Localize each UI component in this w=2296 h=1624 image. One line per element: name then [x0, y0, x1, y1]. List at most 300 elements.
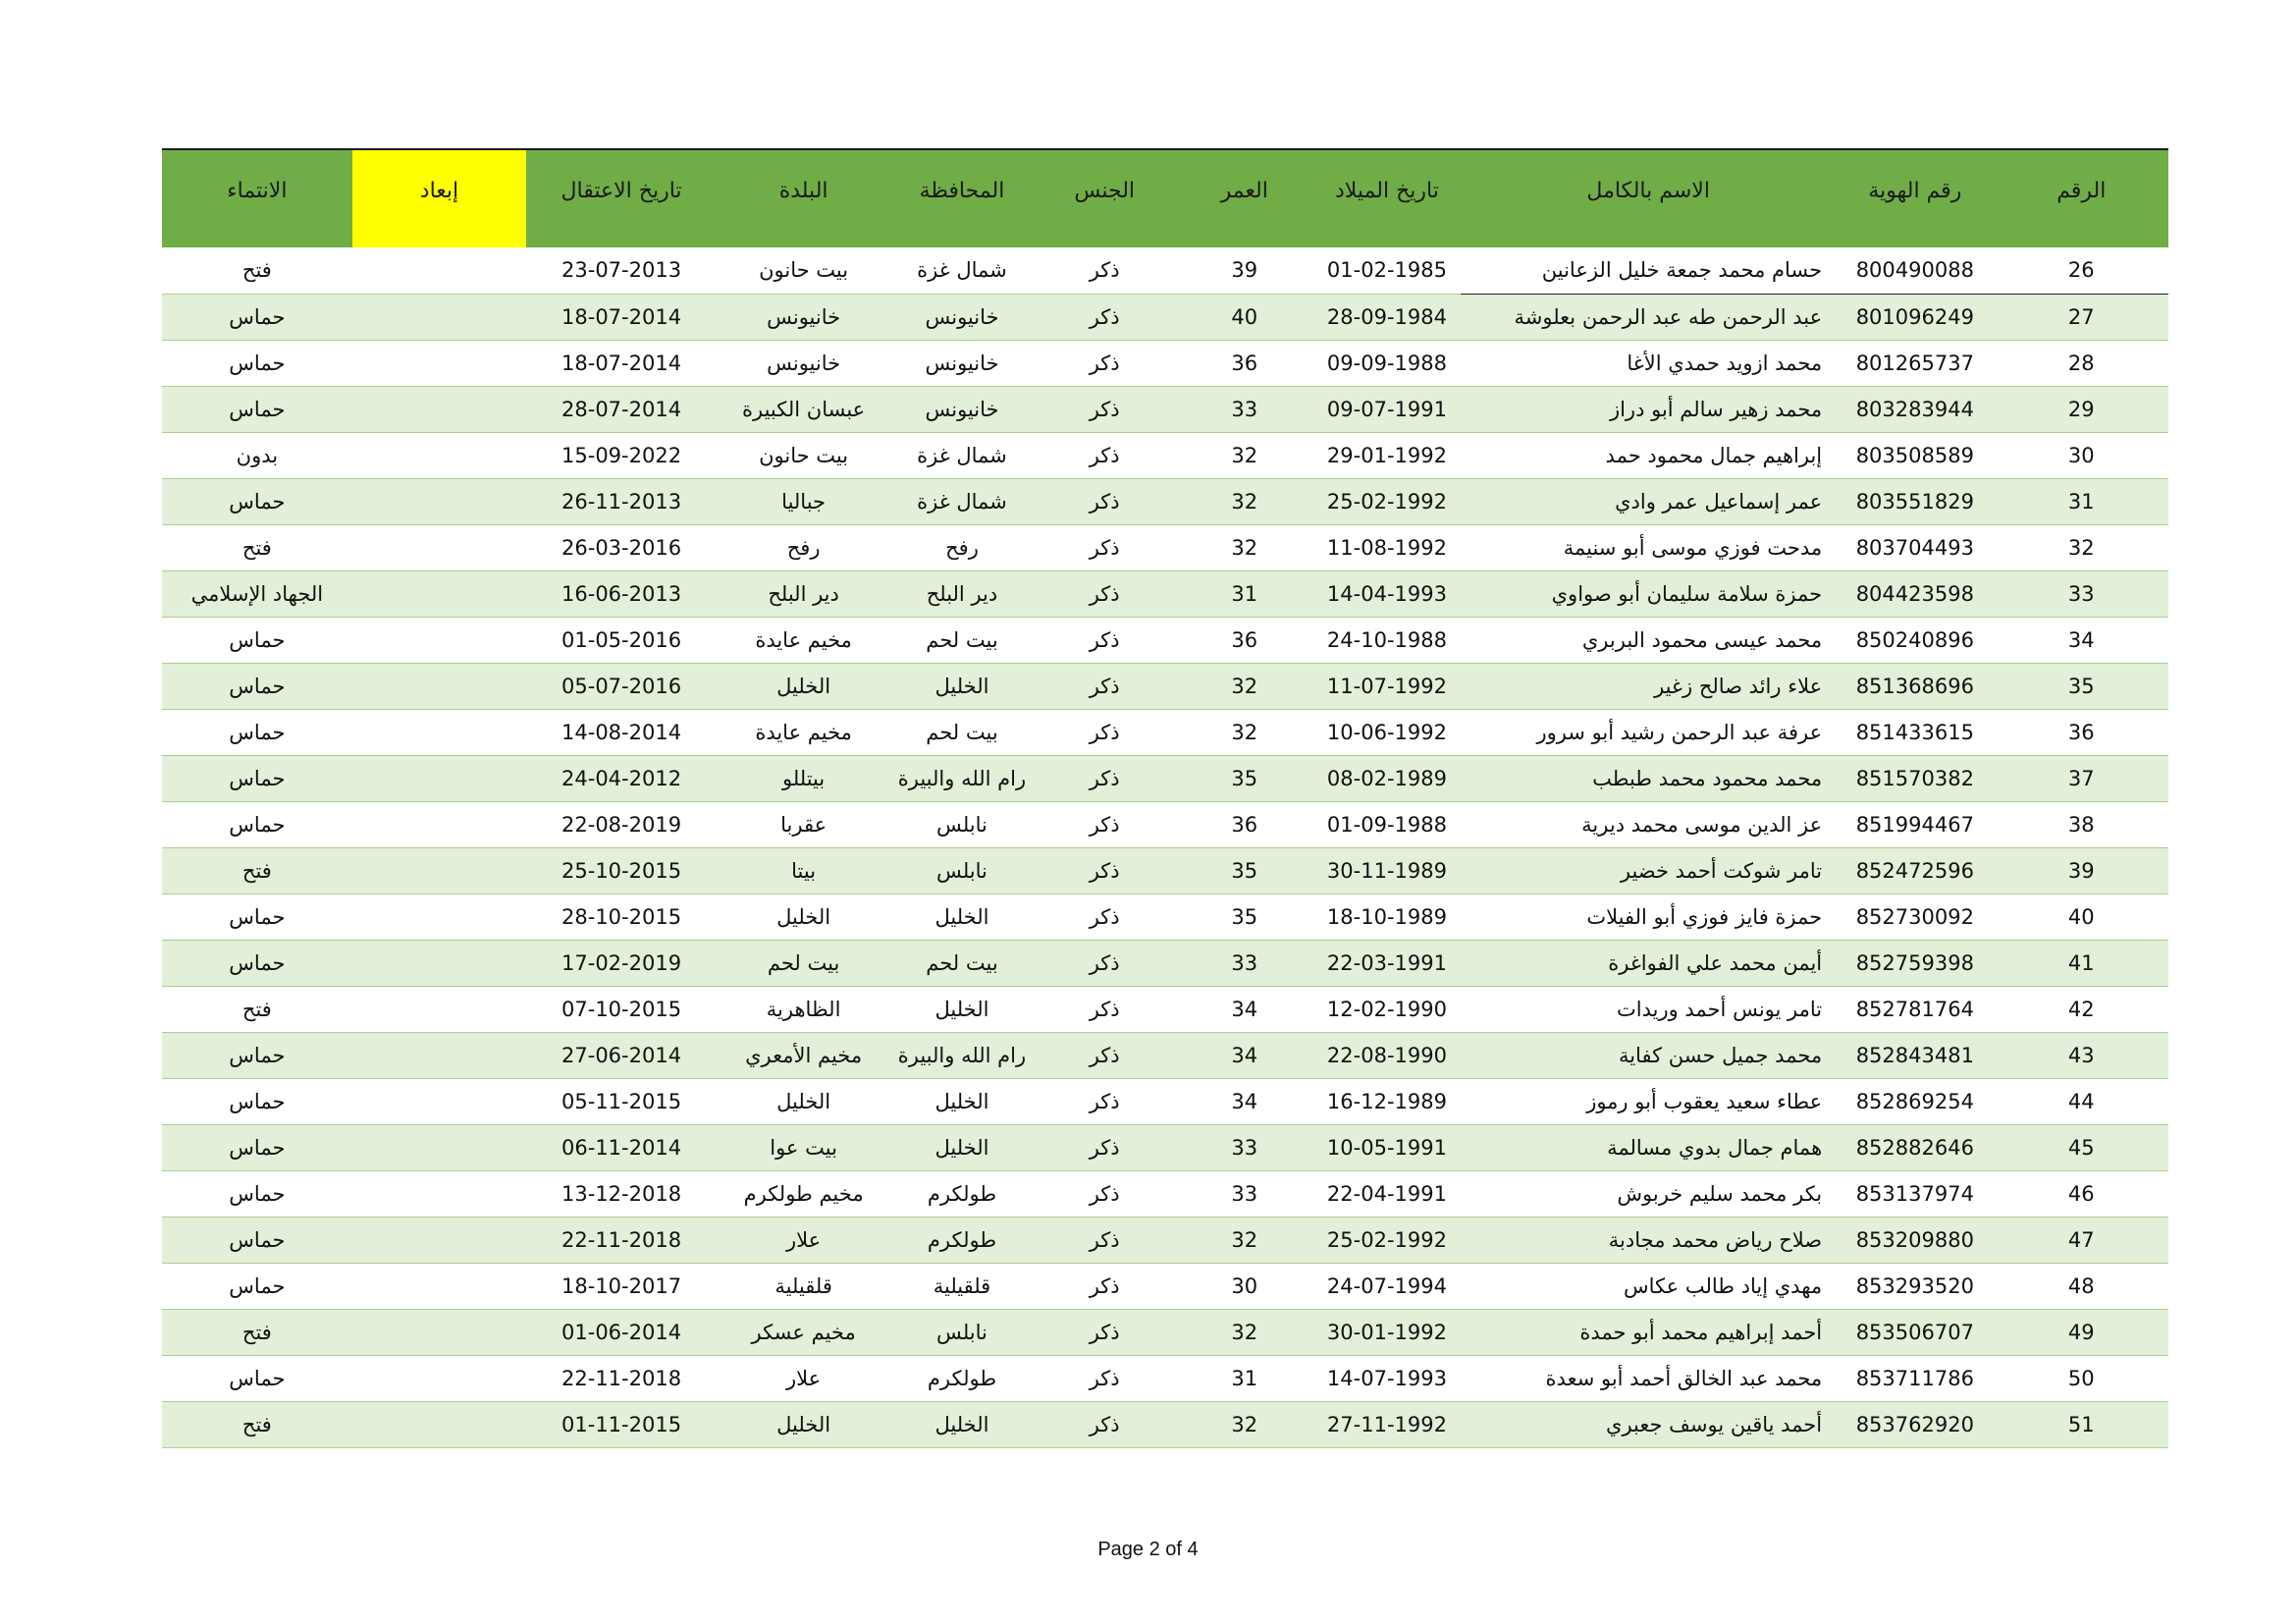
- detainees-sheet: [162, 148, 2168, 1448]
- birth-date-cell: 11-08-1992: [1313, 524, 1462, 570]
- affiliation-cell: حماس: [162, 478, 352, 524]
- arrest-date-cell: 15-09-2022: [526, 432, 717, 478]
- town-cell: مخيم عايدة: [717, 617, 891, 663]
- governorate-cell: دير البلح: [890, 570, 1033, 617]
- arrest-date-cell: 28-10-2015: [526, 893, 717, 940]
- serial-cell: 34: [1995, 617, 2169, 663]
- governorate-cell: شمال غزة: [890, 432, 1033, 478]
- serial-cell: 47: [1995, 1217, 2169, 1263]
- age-cell: 32: [1176, 1309, 1313, 1355]
- arrest-date-cell: 18-07-2014: [526, 340, 717, 386]
- deportation-cell: [352, 755, 527, 801]
- serial-cell: 26: [1995, 247, 2169, 294]
- birth-date-cell: 25-02-1992: [1313, 1217, 1462, 1263]
- table-row: [162, 478, 2168, 524]
- governorate-cell: طولكرم: [890, 1355, 1033, 1401]
- town-cell: بيت عوا: [717, 1124, 891, 1170]
- age-cell: 34: [1176, 1032, 1313, 1078]
- affiliation-cell: حماس: [162, 1170, 352, 1217]
- full-name-cell: أحمد ياقين يوسف جعبري: [1461, 1401, 1836, 1447]
- town-cell: بيتا: [717, 847, 891, 893]
- serial-cell: 50: [1995, 1355, 2169, 1401]
- governorate-cell: طولكرم: [890, 1170, 1033, 1217]
- table-row: [162, 986, 2168, 1032]
- gender-cell: ذكر: [1034, 1401, 1176, 1447]
- affiliation-cell: حماس: [162, 1217, 352, 1263]
- id-number-cell: 803704493: [1836, 524, 1994, 570]
- full-name-cell: مدحت فوزي موسى أبو سنيمة: [1461, 524, 1836, 570]
- full-name-cell: إبراهيم جمال محمود حمد: [1461, 432, 1836, 478]
- deportation-cell: [352, 478, 527, 524]
- header-town: البلدة: [717, 149, 891, 247]
- birth-date-cell: 09-09-1988: [1313, 340, 1462, 386]
- gender-cell: ذكر: [1034, 1263, 1176, 1309]
- deportation-cell: [352, 940, 527, 986]
- id-number-cell: 852730092: [1836, 893, 1994, 940]
- deportation-cell: [352, 1401, 527, 1447]
- id-number-cell: 852843481: [1836, 1032, 1994, 1078]
- town-cell: بيتللو: [717, 755, 891, 801]
- birth-date-cell: 12-02-1990: [1313, 986, 1462, 1032]
- arrest-date-cell: 26-03-2016: [526, 524, 717, 570]
- gender-cell: ذكر: [1034, 524, 1176, 570]
- affiliation-cell: حماس: [162, 801, 352, 847]
- id-number-cell: 852781764: [1836, 986, 1994, 1032]
- governorate-cell: شمال غزة: [890, 247, 1033, 294]
- age-cell: 36: [1176, 801, 1313, 847]
- full-name-cell: حمزة فايز فوزي أبو الفيلات: [1461, 893, 1836, 940]
- age-cell: 36: [1176, 340, 1313, 386]
- birth-date-cell: 01-09-1988: [1313, 801, 1462, 847]
- arrest-date-cell: 13-12-2018: [526, 1170, 717, 1217]
- governorate-cell: بيت لحم: [890, 709, 1033, 755]
- serial-cell: 42: [1995, 986, 2169, 1032]
- id-number-cell: 803508589: [1836, 432, 1994, 478]
- full-name-cell: حسام محمد جمعة خليل الزعانين: [1461, 247, 1836, 294]
- header-id-number: رقم الهوية: [1836, 149, 1994, 247]
- gender-cell: ذكر: [1034, 1170, 1176, 1217]
- governorate-cell: بيت لحم: [890, 940, 1033, 986]
- affiliation-cell: حماس: [162, 617, 352, 663]
- serial-cell: 37: [1995, 755, 2169, 801]
- town-cell: جباليا: [717, 478, 891, 524]
- header-row: [162, 149, 2168, 247]
- arrest-date-cell: 26-11-2013: [526, 478, 717, 524]
- full-name-cell: محمد عبد الخالق أحمد أبو سعدة: [1461, 1355, 1836, 1401]
- age-cell: 36: [1176, 617, 1313, 663]
- table-row: [162, 570, 2168, 617]
- gender-cell: ذكر: [1034, 1078, 1176, 1124]
- age-cell: 33: [1176, 1170, 1313, 1217]
- affiliation-cell: حماس: [162, 893, 352, 940]
- birth-date-cell: 28-09-1984: [1313, 294, 1462, 340]
- birth-date-cell: 22-08-1990: [1313, 1032, 1462, 1078]
- table-row: [162, 755, 2168, 801]
- serial-cell: 32: [1995, 524, 2169, 570]
- affiliation-cell: فتح: [162, 524, 352, 570]
- gender-cell: ذكر: [1034, 1309, 1176, 1355]
- gender-cell: ذكر: [1034, 478, 1176, 524]
- gender-cell: ذكر: [1034, 801, 1176, 847]
- birth-date-cell: 09-07-1991: [1313, 386, 1462, 432]
- gender-cell: ذكر: [1034, 570, 1176, 617]
- deportation-cell: [352, 893, 527, 940]
- header-birth-date: تاريخ الميلاد: [1313, 149, 1462, 247]
- table-row: [162, 1124, 2168, 1170]
- gender-cell: ذكر: [1034, 1355, 1176, 1401]
- age-cell: 32: [1176, 709, 1313, 755]
- age-cell: 30: [1176, 1263, 1313, 1309]
- town-cell: بيت حانون: [717, 247, 891, 294]
- arrest-date-cell: 22-11-2018: [526, 1217, 717, 1263]
- affiliation-cell: فتح: [162, 986, 352, 1032]
- deportation-cell: [352, 617, 527, 663]
- deportation-cell: [352, 1078, 527, 1124]
- deportation-cell: [352, 847, 527, 893]
- arrest-date-cell: 05-07-2016: [526, 663, 717, 709]
- town-cell: مخيم عايدة: [717, 709, 891, 755]
- full-name-cell: مهدي إياد طالب عكاس: [1461, 1263, 1836, 1309]
- deportation-cell: [352, 386, 527, 432]
- serial-cell: 27: [1995, 294, 2169, 340]
- birth-date-cell: 22-03-1991: [1313, 940, 1462, 986]
- affiliation-cell: حماس: [162, 709, 352, 755]
- full-name-cell: همام جمال بدوي مسالمة: [1461, 1124, 1836, 1170]
- town-cell: مخيم عسكر: [717, 1309, 891, 1355]
- table-row: [162, 940, 2168, 986]
- gender-cell: ذكر: [1034, 247, 1176, 294]
- id-number-cell: 852472596: [1836, 847, 1994, 893]
- governorate-cell: رام الله والبيرة: [890, 1032, 1033, 1078]
- gender-cell: ذكر: [1034, 940, 1176, 986]
- arrest-date-cell: 01-06-2014: [526, 1309, 717, 1355]
- serial-cell: 44: [1995, 1078, 2169, 1124]
- town-cell: دير البلح: [717, 570, 891, 617]
- id-number-cell: 853137974: [1836, 1170, 1994, 1217]
- table-row: [162, 847, 2168, 893]
- deportation-cell: [352, 524, 527, 570]
- age-cell: 39: [1176, 247, 1313, 294]
- town-cell: مخيم الأمعري: [717, 1032, 891, 1078]
- affiliation-cell: حماس: [162, 340, 352, 386]
- birth-date-cell: 14-04-1993: [1313, 570, 1462, 617]
- serial-cell: 43: [1995, 1032, 2169, 1078]
- affiliation-cell: حماس: [162, 294, 352, 340]
- full-name-cell: أحمد إبراهيم محمد أبو حمدة: [1461, 1309, 1836, 1355]
- table-body: [162, 247, 2168, 1447]
- town-cell: عبسان الكبيرة: [717, 386, 891, 432]
- table-row: [162, 1355, 2168, 1401]
- gender-cell: ذكر: [1034, 1217, 1176, 1263]
- table-row: [162, 524, 2168, 570]
- town-cell: بيت لحم: [717, 940, 891, 986]
- full-name-cell: محمد جميل حسن كفاية: [1461, 1032, 1836, 1078]
- id-number-cell: 853711786: [1836, 1355, 1994, 1401]
- governorate-cell: بيت لحم: [890, 617, 1033, 663]
- governorate-cell: نابلس: [890, 801, 1033, 847]
- full-name-cell: تامر شوكت أحمد خضير: [1461, 847, 1836, 893]
- gender-cell: ذكر: [1034, 340, 1176, 386]
- age-cell: 32: [1176, 478, 1313, 524]
- affiliation-cell: حماس: [162, 663, 352, 709]
- deportation-cell: [352, 570, 527, 617]
- table-row: [162, 1170, 2168, 1217]
- full-name-cell: عز الدين موسى محمد ديرية: [1461, 801, 1836, 847]
- arrest-date-cell: 23-07-2013: [526, 247, 717, 294]
- detainees-table: [162, 148, 2168, 1448]
- affiliation-cell: حماس: [162, 1355, 352, 1401]
- affiliation-cell: حماس: [162, 1263, 352, 1309]
- table-row: [162, 1309, 2168, 1355]
- birth-date-cell: 18-10-1989: [1313, 893, 1462, 940]
- age-cell: 33: [1176, 1124, 1313, 1170]
- governorate-cell: الخليل: [890, 1401, 1033, 1447]
- age-cell: 33: [1176, 386, 1313, 432]
- age-cell: 32: [1176, 524, 1313, 570]
- id-number-cell: 804423598: [1836, 570, 1994, 617]
- arrest-date-cell: 18-10-2017: [526, 1263, 717, 1309]
- full-name-cell: حمزة سلامة سليمان أبو صواوي: [1461, 570, 1836, 617]
- town-cell: خانيونس: [717, 340, 891, 386]
- birth-date-cell: 10-06-1992: [1313, 709, 1462, 755]
- serial-cell: 46: [1995, 1170, 2169, 1217]
- serial-cell: 38: [1995, 801, 2169, 847]
- age-cell: 32: [1176, 1401, 1313, 1447]
- town-cell: رفح: [717, 524, 891, 570]
- id-number-cell: 803551829: [1836, 478, 1994, 524]
- full-name-cell: عطاء سعيد يعقوب أبو رموز: [1461, 1078, 1836, 1124]
- arrest-date-cell: 28-07-2014: [526, 386, 717, 432]
- serial-cell: 30: [1995, 432, 2169, 478]
- table-row: [162, 663, 2168, 709]
- table-row: [162, 801, 2168, 847]
- gender-cell: ذكر: [1034, 432, 1176, 478]
- full-name-cell: عبد الرحمن طه عبد الرحمن بعلوشة: [1461, 294, 1836, 340]
- header-arrest-date: تاريخ الاعتقال: [526, 149, 717, 247]
- id-number-cell: 851433615: [1836, 709, 1994, 755]
- serial-cell: 35: [1995, 663, 2169, 709]
- id-number-cell: 800490088: [1836, 247, 1994, 294]
- age-cell: 35: [1176, 847, 1313, 893]
- page-number: Page 2 of 4: [1097, 1539, 1199, 1560]
- town-cell: علار: [717, 1217, 891, 1263]
- age-cell: 32: [1176, 432, 1313, 478]
- id-number-cell: 801265737: [1836, 340, 1994, 386]
- governorate-cell: الخليل: [890, 1078, 1033, 1124]
- arrest-date-cell: 05-11-2015: [526, 1078, 717, 1124]
- governorate-cell: نابلس: [890, 1309, 1033, 1355]
- deportation-cell: [352, 1124, 527, 1170]
- town-cell: الخليل: [717, 1401, 891, 1447]
- header-serial: الرقم: [1995, 149, 2169, 247]
- id-number-cell: 851570382: [1836, 755, 1994, 801]
- arrest-date-cell: 25-10-2015: [526, 847, 717, 893]
- serial-cell: 36: [1995, 709, 2169, 755]
- governorate-cell: الخليل: [890, 893, 1033, 940]
- arrest-date-cell: 07-10-2015: [526, 986, 717, 1032]
- affiliation-cell: حماس: [162, 940, 352, 986]
- gender-cell: ذكر: [1034, 847, 1176, 893]
- table-row: [162, 1032, 2168, 1078]
- town-cell: الظاهرية: [717, 986, 891, 1032]
- town-cell: بيت حانون: [717, 432, 891, 478]
- age-cell: 33: [1176, 940, 1313, 986]
- serial-cell: 31: [1995, 478, 2169, 524]
- affiliation-cell: حماس: [162, 1078, 352, 1124]
- affiliation-cell: فتح: [162, 847, 352, 893]
- age-cell: 31: [1176, 1355, 1313, 1401]
- birth-date-cell: 27-11-1992: [1313, 1401, 1462, 1447]
- arrest-date-cell: 01-05-2016: [526, 617, 717, 663]
- town-cell: عقربا: [717, 801, 891, 847]
- affiliation-cell: حماس: [162, 1124, 352, 1170]
- id-number-cell: 801096249: [1836, 294, 1994, 340]
- id-number-cell: 853293520: [1836, 1263, 1994, 1309]
- affiliation-cell: فتح: [162, 1401, 352, 1447]
- serial-cell: 29: [1995, 386, 2169, 432]
- full-name-cell: محمد ازويد حمدي الأغا: [1461, 340, 1836, 386]
- gender-cell: ذكر: [1034, 294, 1176, 340]
- town-cell: علار: [717, 1355, 891, 1401]
- town-cell: قلقيلية: [717, 1263, 891, 1309]
- id-number-cell: 851994467: [1836, 801, 1994, 847]
- deportation-cell: [352, 1263, 527, 1309]
- serial-cell: 45: [1995, 1124, 2169, 1170]
- header-age: العمر: [1176, 149, 1313, 247]
- arrest-date-cell: 17-02-2019: [526, 940, 717, 986]
- governorate-cell: طولكرم: [890, 1217, 1033, 1263]
- gender-cell: ذكر: [1034, 755, 1176, 801]
- serial-cell: 28: [1995, 340, 2169, 386]
- full-name-cell: تامر يونس أحمد وريدات: [1461, 986, 1836, 1032]
- serial-cell: 40: [1995, 893, 2169, 940]
- governorate-cell: الخليل: [890, 1124, 1033, 1170]
- birth-date-cell: 11-07-1992: [1313, 663, 1462, 709]
- arrest-date-cell: 01-11-2015: [526, 1401, 717, 1447]
- table-row: [162, 247, 2168, 294]
- age-cell: 34: [1176, 1078, 1313, 1124]
- deportation-cell: [352, 1309, 527, 1355]
- full-name-cell: عرفة عبد الرحمن رشيد أبو سرور: [1461, 709, 1836, 755]
- arrest-date-cell: 22-11-2018: [526, 1355, 717, 1401]
- id-number-cell: 803283944: [1836, 386, 1994, 432]
- full-name-cell: محمد محمود محمد طبطب: [1461, 755, 1836, 801]
- id-number-cell: 852759398: [1836, 940, 1994, 986]
- birth-date-cell: 14-07-1993: [1313, 1355, 1462, 1401]
- age-cell: 31: [1176, 570, 1313, 617]
- age-cell: 35: [1176, 755, 1313, 801]
- serial-cell: 51: [1995, 1401, 2169, 1447]
- id-number-cell: 852869254: [1836, 1078, 1994, 1124]
- id-number-cell: 850240896: [1836, 617, 1994, 663]
- serial-cell: 33: [1995, 570, 2169, 617]
- deportation-cell: [352, 1217, 527, 1263]
- birth-date-cell: 30-11-1989: [1313, 847, 1462, 893]
- table-row: [162, 617, 2168, 663]
- arrest-date-cell: 22-08-2019: [526, 801, 717, 847]
- deportation-cell: [352, 986, 527, 1032]
- arrest-date-cell: 16-06-2013: [526, 570, 717, 617]
- table-row: [162, 709, 2168, 755]
- gender-cell: ذكر: [1034, 893, 1176, 940]
- gender-cell: ذكر: [1034, 709, 1176, 755]
- deportation-cell: [352, 801, 527, 847]
- arrest-date-cell: 14-08-2014: [526, 709, 717, 755]
- serial-cell: 41: [1995, 940, 2169, 986]
- birth-date-cell: 30-01-1992: [1313, 1309, 1462, 1355]
- affiliation-cell: حماس: [162, 755, 352, 801]
- birth-date-cell: 08-02-1989: [1313, 755, 1462, 801]
- governorate-cell: خانيونس: [890, 294, 1033, 340]
- id-number-cell: 853506707: [1836, 1309, 1994, 1355]
- deportation-cell: [352, 1032, 527, 1078]
- town-cell: الخليل: [717, 1078, 891, 1124]
- serial-cell: 48: [1995, 1263, 2169, 1309]
- governorate-cell: رفح: [890, 524, 1033, 570]
- header-affiliation: الانتماء: [162, 149, 352, 247]
- gender-cell: ذكر: [1034, 1032, 1176, 1078]
- full-name-cell: علاء رائد صالح زغير: [1461, 663, 1836, 709]
- table-row: [162, 294, 2168, 340]
- town-cell: مخيم طولكرم: [717, 1170, 891, 1217]
- age-cell: 34: [1176, 986, 1313, 1032]
- serial-cell: 39: [1995, 847, 2169, 893]
- table-row: [162, 1078, 2168, 1124]
- town-cell: خانيونس: [717, 294, 891, 340]
- deportation-cell: [352, 294, 527, 340]
- birth-date-cell: 25-02-1992: [1313, 478, 1462, 524]
- deportation-cell: [352, 709, 527, 755]
- gender-cell: ذكر: [1034, 1124, 1176, 1170]
- governorate-cell: خانيونس: [890, 386, 1033, 432]
- age-cell: 35: [1176, 893, 1313, 940]
- gender-cell: ذكر: [1034, 663, 1176, 709]
- town-cell: الخليل: [717, 893, 891, 940]
- deportation-cell: [352, 1355, 527, 1401]
- gender-cell: ذكر: [1034, 386, 1176, 432]
- birth-date-cell: 24-07-1994: [1313, 1263, 1462, 1309]
- full-name-cell: محمد عيسى محمود البربري: [1461, 617, 1836, 663]
- governorate-cell: رام الله والبيرة: [890, 755, 1033, 801]
- birth-date-cell: 16-12-1989: [1313, 1078, 1462, 1124]
- birth-date-cell: 24-10-1988: [1313, 617, 1462, 663]
- table-row: [162, 1263, 2168, 1309]
- table-row: [162, 386, 2168, 432]
- birth-date-cell: 29-01-1992: [1313, 432, 1462, 478]
- affiliation-cell: حماس: [162, 386, 352, 432]
- affiliation-cell: فتح: [162, 1309, 352, 1355]
- governorate-cell: الخليل: [890, 663, 1033, 709]
- full-name-cell: صلاح رياض محمد مجادبة: [1461, 1217, 1836, 1263]
- id-number-cell: 853762920: [1836, 1401, 1994, 1447]
- full-name-cell: محمد زهير سالم أبو دراز: [1461, 386, 1836, 432]
- governorate-cell: نابلس: [890, 847, 1033, 893]
- full-name-cell: بكر محمد سليم خربوش: [1461, 1170, 1836, 1217]
- id-number-cell: 852882646: [1836, 1124, 1994, 1170]
- table-row: [162, 893, 2168, 940]
- header-governorate: المحافظة: [890, 149, 1033, 247]
- deportation-cell: [352, 432, 527, 478]
- header-full-name: الاسم بالكامل: [1461, 149, 1836, 247]
- full-name-cell: عمر إسماعيل عمر وادي: [1461, 478, 1836, 524]
- birth-date-cell: 10-05-1991: [1313, 1124, 1462, 1170]
- gender-cell: ذكر: [1034, 617, 1176, 663]
- header-deportation: إبعاد: [352, 149, 527, 247]
- arrest-date-cell: 27-06-2014: [526, 1032, 717, 1078]
- affiliation-cell: الجهاد الإسلامي: [162, 570, 352, 617]
- deportation-cell: [352, 340, 527, 386]
- arrest-date-cell: 18-07-2014: [526, 294, 717, 340]
